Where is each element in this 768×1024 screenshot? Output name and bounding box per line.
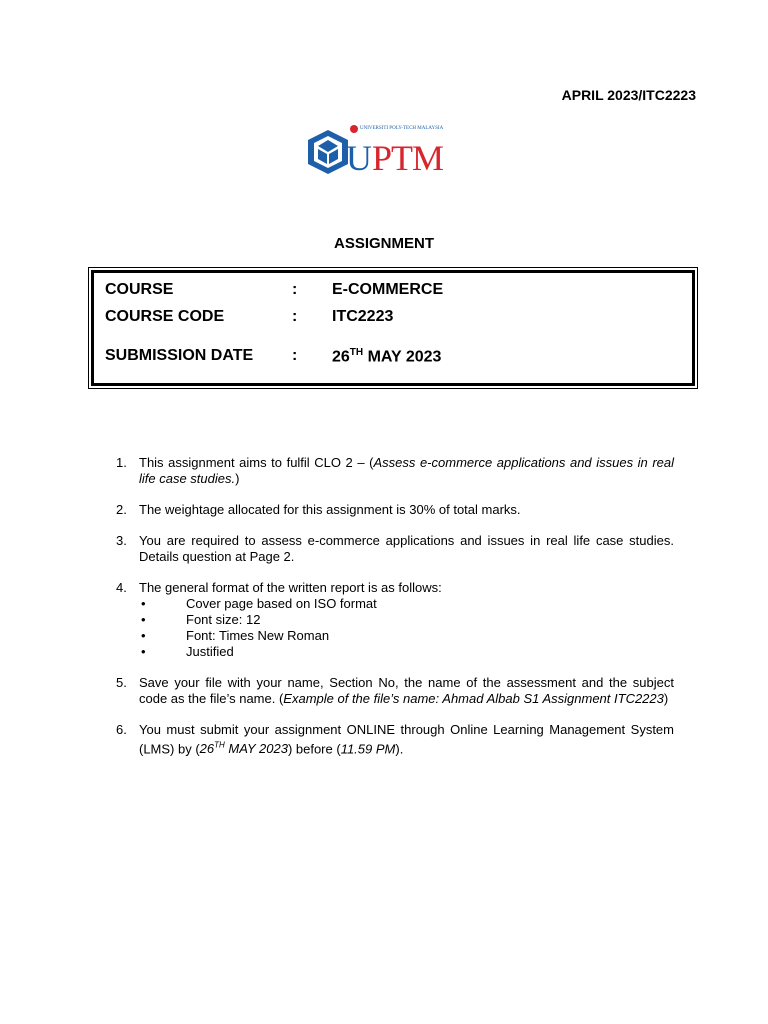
submission-date-separator: :: [292, 347, 298, 364]
course-code-separator: :: [292, 308, 298, 325]
list-item: • Font: Times New Roman: [141, 628, 330, 643]
logo-letter-u: U: [346, 138, 372, 178]
course-label: COURSE: [105, 281, 174, 298]
logo-university-name: UNIVERSITI POLY-TECH MALAYSIA: [360, 126, 444, 131]
logo-letters-ptm: PTM: [372, 138, 444, 178]
list-item: • Cover page based on ISO format: [141, 596, 377, 611]
instruction-item: 1. This assignment aims to fulfil CLO 2 – (Assess e-commerce applications and issues in real life case studies.): [116, 455, 674, 486]
list-item: • Font size: 12: [141, 612, 261, 627]
instruction-item: 6. You must submit your assignment ONLINE through Online Learning Management System (LMS) by (26TH MAY 2023) before (11.59 PM).: [116, 722, 674, 757]
submission-date-value: 26TH MAY 2023: [332, 347, 442, 366]
course-value: E-COMMERCE: [332, 281, 444, 298]
list-item: • Justified: [141, 644, 234, 659]
format-bullet-list: [139, 596, 674, 660]
uptm-logo: [302, 122, 462, 184]
instructions-list: [116, 455, 674, 772]
course-code-label: COURSE CODE: [105, 308, 225, 325]
instruction-item: 3. You are required to assess e-commerce applications and issues in real life case studies. Details question at Page 2.: [116, 533, 674, 564]
document-reference: APRIL 2023/ITC2223: [561, 87, 696, 103]
course-info-box: [88, 267, 698, 389]
instruction-item: 2. The weightage allocated for this assignment is 30% of total marks.: [116, 502, 521, 517]
page-title: ASSIGNMENT: [333, 235, 434, 252]
instruction-item: 4. The general format of the written report is as follows: • Cover page based on ISO format • Font size: 12 • Font: Times New Roman • Justified: [116, 580, 674, 660]
course-code-value: ITC2223: [332, 308, 394, 325]
instruction-item: 5. Save your file with your name, Section No, the name of the assessment and the subject code as the file’s name. (Example of the file’s name: Ahmad Albab S1 Assignment ITC2223): [116, 675, 674, 706]
submission-date-label: SUBMISSION DATE: [105, 347, 254, 364]
course-separator: :: [292, 281, 298, 298]
